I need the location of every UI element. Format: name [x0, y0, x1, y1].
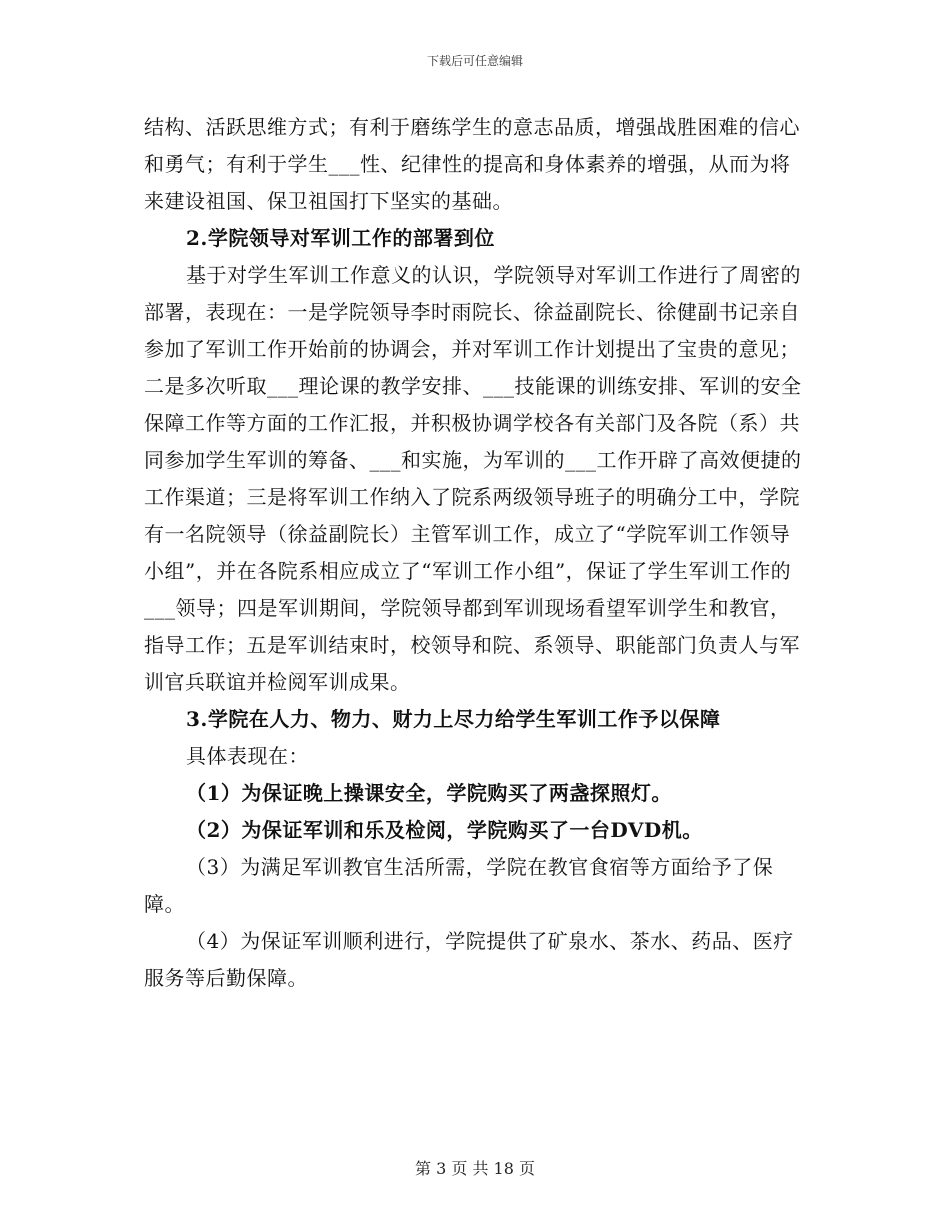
list-item-4: （4）为保证军训顺利进行，学院提供了矿泉水、茶水、药品、医疗服务等后勤保障。	[144, 929, 794, 990]
list-item-1: （1）为保证晚上操课安全，学院购买了两盏探照灯。	[186, 781, 672, 805]
list-item-3: （3）为满足军训教官生活所需，学院在教官食宿等方面给予了保障。	[144, 855, 774, 916]
list-item-2: （2）为保证军训和乐及检阅，学院购买了一台DVD机。	[186, 818, 703, 842]
page-header-note: 下载后可任意编辑	[426, 54, 523, 68]
paragraph-intro: 具体表现在：	[186, 744, 309, 768]
page-number: 第 3 页 共 18 页	[415, 1159, 535, 1178]
paragraph-continued: 结构、活跃思维方式；有利于磨练学生的意志品质，增强战胜困难的信心和勇气；有利于学生___性、纪律性的提高和身体素养的增强，从而为将来建设祖国、保卫祖国打下坚实的基础。	[144, 115, 800, 213]
section-heading-3: 3.学院在人力、物力、财力上尽力给学生军训工作予以保障	[186, 707, 721, 731]
document-body	[144, 109, 809, 997]
paragraph-deployment: 基于对学生军训工作意义的认识，学院领导对军训工作进行了周密的部署，表现在：一是学院领导李时雨院长、徐益副院长、徐健副书记亲自参加了军训工作开始前的协调会，并对军训工作计划提出了宝贵的意见；二是多次听取___理论课的教学安排、___技能课的训练安排、军训的安全保障工作等方面的工作汇报，并积极协调学校各有关部门及各院（系）共同参加学生军训的筹备、___和实施，为军训的___工作开辟了高效便捷的工作渠道；三是将军训工作纳入了院系两级领导班子的明确分工中，学院有一名院领导（徐益副院长）主管军训工作，成立了“学院军训工作领导小组”，并在各院系相应成立了“军训工作小组”，保证了学生军训工作的___领导；四是军训期间，学院领导都到军训现场看望军训学生和教官，指导工作；五是军训结束时，校领导和院、系领导、职能部门负责人与军训官兵联谊并检阅军训成果。	[144, 263, 802, 694]
section-heading-2: 2.学院领导对军训工作的部署到位	[186, 226, 495, 250]
